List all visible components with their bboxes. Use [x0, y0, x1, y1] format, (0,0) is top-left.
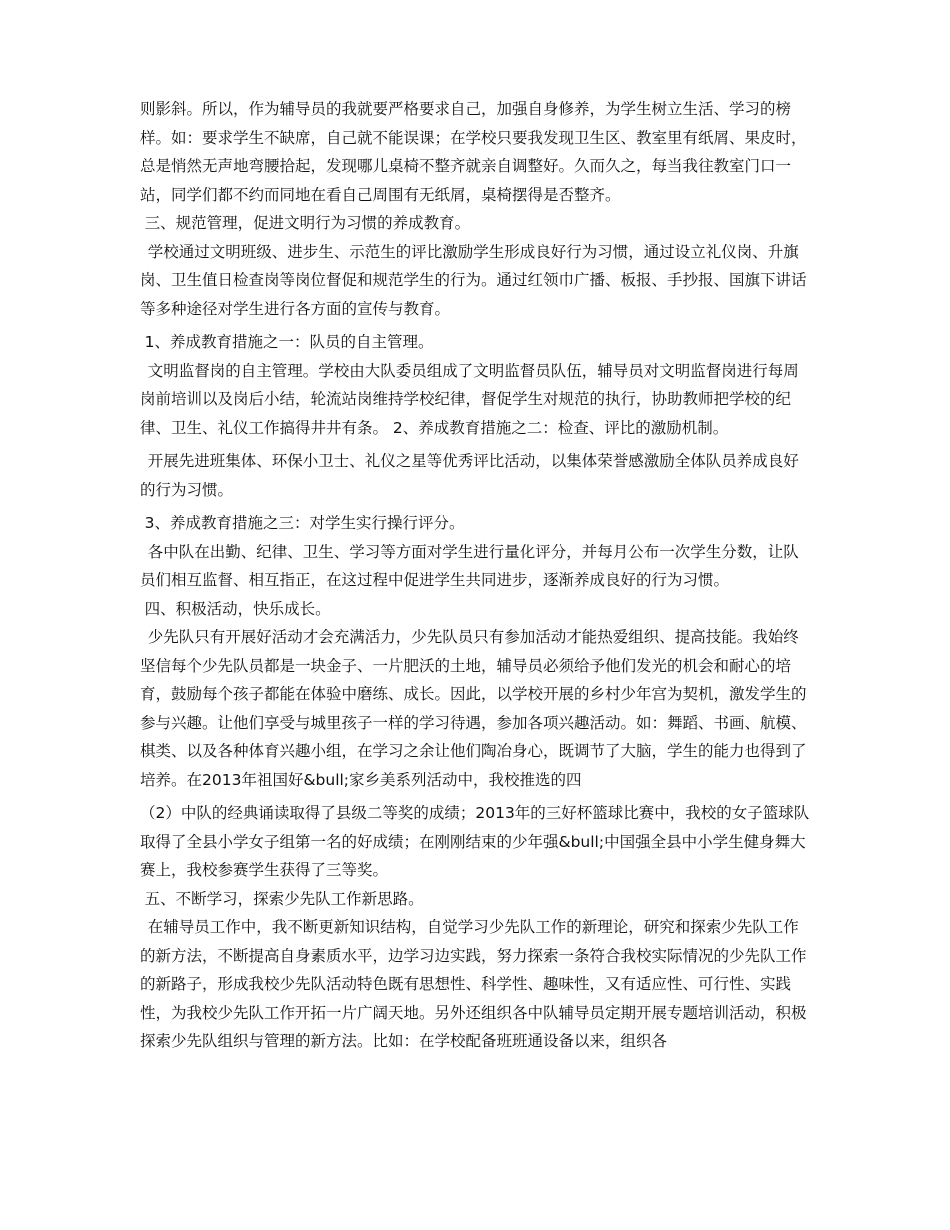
- paragraph-awards: （2）中队的经典诵读取得了县级二等奖的成绩；2013年的三好杯篮球比赛中，我校的女子篮球队取得了全县小学女子组第一名的好成绩；在刚刚结束的少年强&bull;中国强全县中小学生健身舞大赛上，我校参赛学生获得了三等奖。: [140, 804, 810, 879]
- document-body: [140, 95, 810, 1056]
- paragraph-activities: 少先队只有开展好活动才会充满活力，少先队员只有参加活动才能热爱组织、提高技能。我始终坚信每个少先队员都是一块金子、一片肥沃的土地，辅导员必须给予他们发光的机会和耐心的培育，鼓励每个孩子都能在体验中磨练、成长。因此，以学校开展的乡村少年宫为契机，激发学生的参与兴趣。让他们享受与城里孩子一样的学习待遇，参加各项兴趣活动。如：舞蹈、书画、航模、棋类、以及各种体育兴趣小组，在学习之余让他们陶冶身心，既调节了大脑，学生的能力也得到了培养。在2013年祖国好&bull;家乡美系列活动中，我校推选的四: [140, 628, 807, 789]
- paragraph-evaluation: 学校通过文明班级、进步生、示范生的评比激励学生形成良好行为习惯，通过设立礼仪岗、升旗岗、卫生值日检查岗等岗位督促和规范学生的行为。通过红领巾广播、板报、手抄报、国旗下讲话等多种途径对学生进行各方面的宣传与教育。: [140, 242, 807, 318]
- paragraph-learning: 在辅导员工作中，我不断更新知识结构，自觉学习少先队工作的新理论，研究和探索少先队工作的新方法，不断提高自身素质水平，边学习边实践，努力探索一条符合我校实际情况的少先队工作的新路子，形成我校少先队活动特色既有思想性、科学性、趣味性，又有适应性、可行性、实践性，为我校少先队工作开拓一片广阔天地。另外还组织各中队辅导员定期开展专题培训活动，积极探索少先队组织与管理的新方法。比如：在学校配备班班通设备以来，组织各: [140, 918, 807, 1050]
- measure-heading-3: 3、养成教育措施之三：对学生实行操行评分。: [144, 514, 465, 532]
- section-heading-5: 五、不断学习，探索少先队工作新思路。: [144, 889, 424, 908]
- section-heading-3: 三、规范管理，促进文明行为习惯的养成教育。: [144, 214, 471, 232]
- paragraph-self-management: 文明监督岗的自主管理。学校由大队委员组成了文明监督员队伍，辅导员对文明监督岗进行每周岗前培训以及岗后小结，轮流站岗维持学校纪律，督促学生对规范的执行，协助教师把学校的纪律、卫生、礼仪工作搞得井井有条。 2、养成教育措施之二：检查、评比的激励机制。: [140, 361, 799, 437]
- section-heading-4: 四、积极活动，快乐成长。: [144, 599, 331, 618]
- measure-heading-1: 1、养成教育措施之一：队员的自主管理。: [144, 333, 434, 351]
- paragraph-scoring: 各中队在出勤、纪律、卫生、学习等方面对学生进行量化评分，并每月公布一次学生分数，让队员们相互监督、相互指正，在这过程中促进学生共同进步，逐渐养成良好的行为习惯。: [140, 542, 799, 589]
- paragraph-incentive: 开展先进班集体、环保小卫士、礼仪之星等优秀评比活动，以集体荣誉感激励全体队员养成良好的行为习惯。: [140, 452, 799, 499]
- paragraph-role-model: 则影斜。所以，作为辅导员的我就要严格要求自己，加强自身修养，为学生树立生活、学习的榜样。如：要求学生不缺席，自己就不能误课；在学校只要我发现卫生区、教室里有纸屑、果皮时，总是悄然无声地弯腰拾起，发现哪儿桌椅不整齐就亲自调整好。久而久之，每当我往教室门口一站，同学们都不约而同地在看自己周围有无纸屑，桌椅摆得是否整齐。: [140, 100, 807, 204]
